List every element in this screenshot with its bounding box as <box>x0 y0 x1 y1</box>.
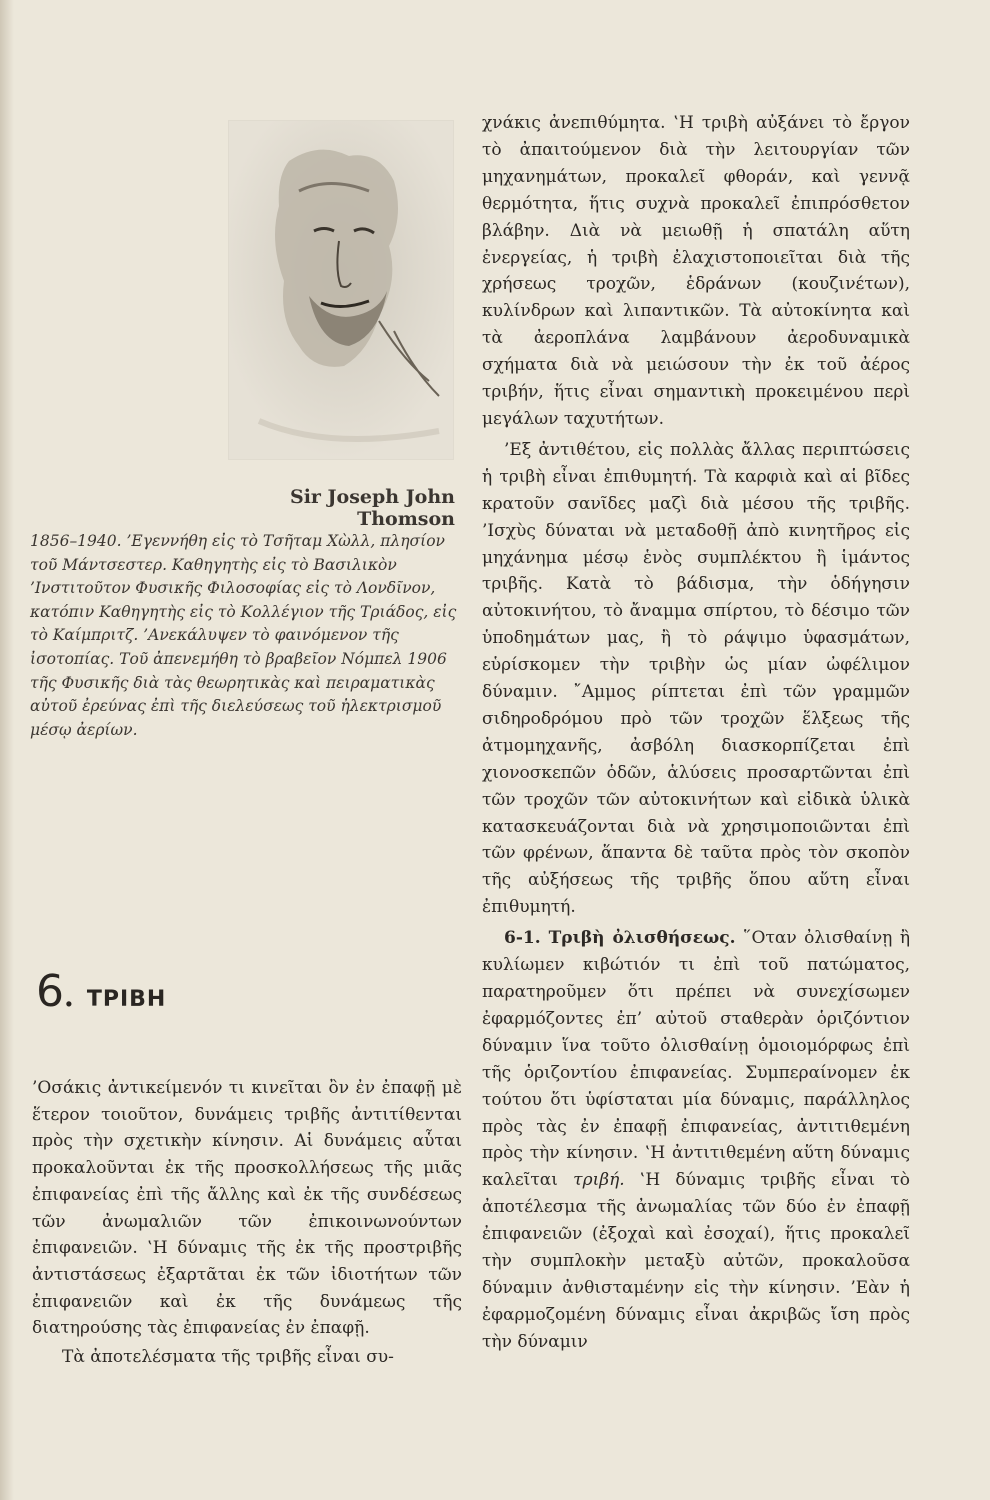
right-paragraph-1: χνάκις ἀνεπιθύμητα. ‛Η τριβὴ αὐξάνει τὸ ἔργον τὸ ἀπαιτούμενον διὰ τὴν λειτουργίαν τῶν μηχανημάτων, προκαλεῖ φθοράν, καὶ γεννᾷ θερμότητα, ἥτις συχνὰ προκαλεῖ ἐπιπρόσθετον βλάβην. Διὰ νὰ μειωθῇ ἡ σπατάλη αὕτη ἐνεργείας, ἡ τριβὴ ἐλαχιστοποιεῖται διὰ τῆς χρήσεως τροχῶν, ἑδράνων (κουζινέτων), κυλίνδρων καὶ λιπαντικῶν. Τὰ αὐτοκίνητα καὶ τὰ ἀεροπλάνα λαμβάνουν ἀεροδυναμικὰ σχήματα διὰ νὰ μειώσουν τὴν ἐκ τοῦ ἀέρος τριβήν, ἥτις εἶναι σημαντικὴ προκειμένου περὶ μεγάλων ταχυτήτων. <box>482 113 910 429</box>
defined-term: τριβή. <box>573 1170 625 1191</box>
portrait-subject-name: Sir Joseph John Thomson <box>289 486 455 530</box>
chapter-number: 6 <box>36 966 64 1017</box>
portrait-caption <box>30 530 458 742</box>
page-gutter-shadow <box>0 0 14 1500</box>
right-paragraph-3 <box>482 925 910 1356</box>
section-text-part-1: ῞Οταν ὀλισθαίνῃ ἢ κυλίωμεν κιβώτιόν τι ἐπὶ τοῦ πατώματος, παρατηροῦμεν ὅτι πρέπει νὰ συνεχίσωμεν ἐφαρμόζοντες ἐπ’ αὐτοῦ σταθερὰν ὁριζόντιον δύναμιν ἵνα τοῦτο ὀλισθαίνῃ ὁμοιομόρφως ἐπὶ τῆς ὁριζοντίου ἐπιφανείας. Συμπεραίνομεν ἐκ τούτου ὅτι ὑφίσταται μία δύναμις, παράλληλος πρὸς τὰς ἐν ἐπαφῇ ἐπιφανείας, ἀντιτιθεμένη πρὸς τὴν κίνησιν. ‛Η ἀντιτιθεμένη αὕτη δύναμις καλεῖται <box>482 928 911 1191</box>
section-text-part-2: ‛Η δύναμις τριβῆς εἶναι τὸ ἀποτέλεσμα τῆς ἀνωμαλίας τῶν δύο ἐν ἐπαφῇ ἐπιφανειῶν (ἐξοχαὶ καὶ ἐσοχαί), ἥτις προκαλεῖ τὴν συμπλοκὴν μεταξὺ αὐτῶν, προκαλοῦσα δύναμιν ἀνθισταμένην εἰς τὴν κίνησιν. ’Εὰν ἡ ἐφαρμοζομένη δύναμις εἶναι ἀκριβῶς ἴση πρὸς τὴν δύναμιν <box>482 1170 911 1352</box>
caption-text: 1856–1940. ’Εγεννήθη εἰς τὸ Τσῆταμ Χὼλλ, πλησίον τοῦ Μάντσεστερ. Καθηγητὴς εἰς τὸ Βασιλικὸν ’Ινστιτοῦτον Φυσικῆς Φιλοσοφίας εἰς τὸ Λονδῖνον, κατόπιν Καθηγητὴς εἰς τὸ Κολλέγιον τῆς Τριάδος, εἰς τὸ Καίμπριτζ. ’Ανεκάλυψεν τὸ φαινόμενον τῆς ἰσοτοπίας. Τοῦ ἀπενεμήθη τὸ βραβεῖον Νόμπελ 1906 τῆς Φυσικῆς διὰ τὰς θεωρητικὰς καὶ πειραματικὰς αὐτοῦ ἐρεύνας ἐπὶ τῆς διελεύσεως τοῦ ἠλεκτρισμοῦ μέσῳ ἀερίων. <box>30 532 457 739</box>
right-column-body <box>482 110 910 1356</box>
portrait-photo <box>228 120 454 460</box>
right-paragraph-2: ’Εξ ἀντιθέτου, εἰς πολλὰς ἄλλας περιπτώσεις ἡ τριβὴ εἶναι ἐπιθυμητή. Τὰ καρφιὰ καὶ αἱ βῖδες κρατοῦν σανῖδες μαζὶ διὰ μέσου τῆς τριβῆς. ’Ισχὺς δύναται νὰ μεταδοθῇ ἀπὸ κινητῆρος εἰς μηχάνημα μέσῳ ἑνὸς συμπλέκτου ἢ ἱμάντος τριβῆς. Κατὰ τὸ βάδισμα, τὴν ὁδήγησιν αὐτοκινήτου, τὸ ἄναμμα σπίρτου, τὸ δέσιμο τῶν ὑποδημάτων μας, ἢ τὸ ράψιμο ὑφασμάτων, εὑρίσκομεν τὴν τριβὴν ὡς μίαν ὠφέλιμον δύναμιν. ῎Αμμος ρίπτεται ἐπὶ τῶν γραμμῶν σιδηροδρόμου πρὸ τῶν τροχῶν ἕλξεως τῆς ἀτμομηχανῆς, ἀσβόλη διασκορπίζεται ἐπὶ χιονοσκεπῶν ὁδῶν, ἁλύσεις προσαρτῶνται ἐπὶ τῶν τροχῶν τῶν αὐτοκινήτων καὶ εἰδικὰ ὑλικὰ κατασκευάζονται διὰ νὰ χρησιμοποιῶνται ἐπὶ τῶν φρένων, ἅπαντα δὲ ταῦτα πρὸς τὸν σκοπὸν τῆς αὐξήσεως τῆς τριβῆς ὅπου αὕτη εἶναι ἐπιθυμητή. <box>482 439 910 918</box>
left-column-body <box>32 1075 462 1371</box>
left-paragraph-2: Τὰ ἀποτελέσματα τῆς τριβῆς εἶναι συ- <box>62 1347 394 1368</box>
section-heading: 6-1. Τριβὴ ὀλισθήσεως. <box>504 928 736 949</box>
chapter-heading: 6. ΤΡΙΒΗ <box>36 966 167 1017</box>
chapter-title: ΤΡΙΒΗ <box>86 987 167 1012</box>
left-paragraph-1: ’Οσάκις ἀντικείμενόν τι κινεῖται ὂν ἐν ἐπαφῇ μὲ ἕτερον τοιοῦτον, δυνάμεις τριβῆς ἀντιτίθενται πρὸς τὴν σχετικὴν κίνησιν. Αἱ δυνάμεις αὗται προκαλοῦνται ἐκ τῆς προσκολλήσεως τῆς μιᾶς ἐπιφανείας ἐπὶ τῆς ἄλλης καὶ ἐκ τῆς συνδέσεως τῶν ἀνωμαλιῶν τῶν ἐπικοινωνούντων ἐπιφανειῶν. ‛Η δύναμις τῆς ἐκ τῆς προστριβῆς ἀντιστάσεως ἐξαρτᾶται ἐκ τῶν ἰδιοτήτων τῶν ἐπιφανειῶν καὶ ἐκ τῆς δυνάμεως τῆς διατηρούσης τὰς ἐπιφανείας ἐν ἐπαφῇ. <box>32 1078 462 1339</box>
